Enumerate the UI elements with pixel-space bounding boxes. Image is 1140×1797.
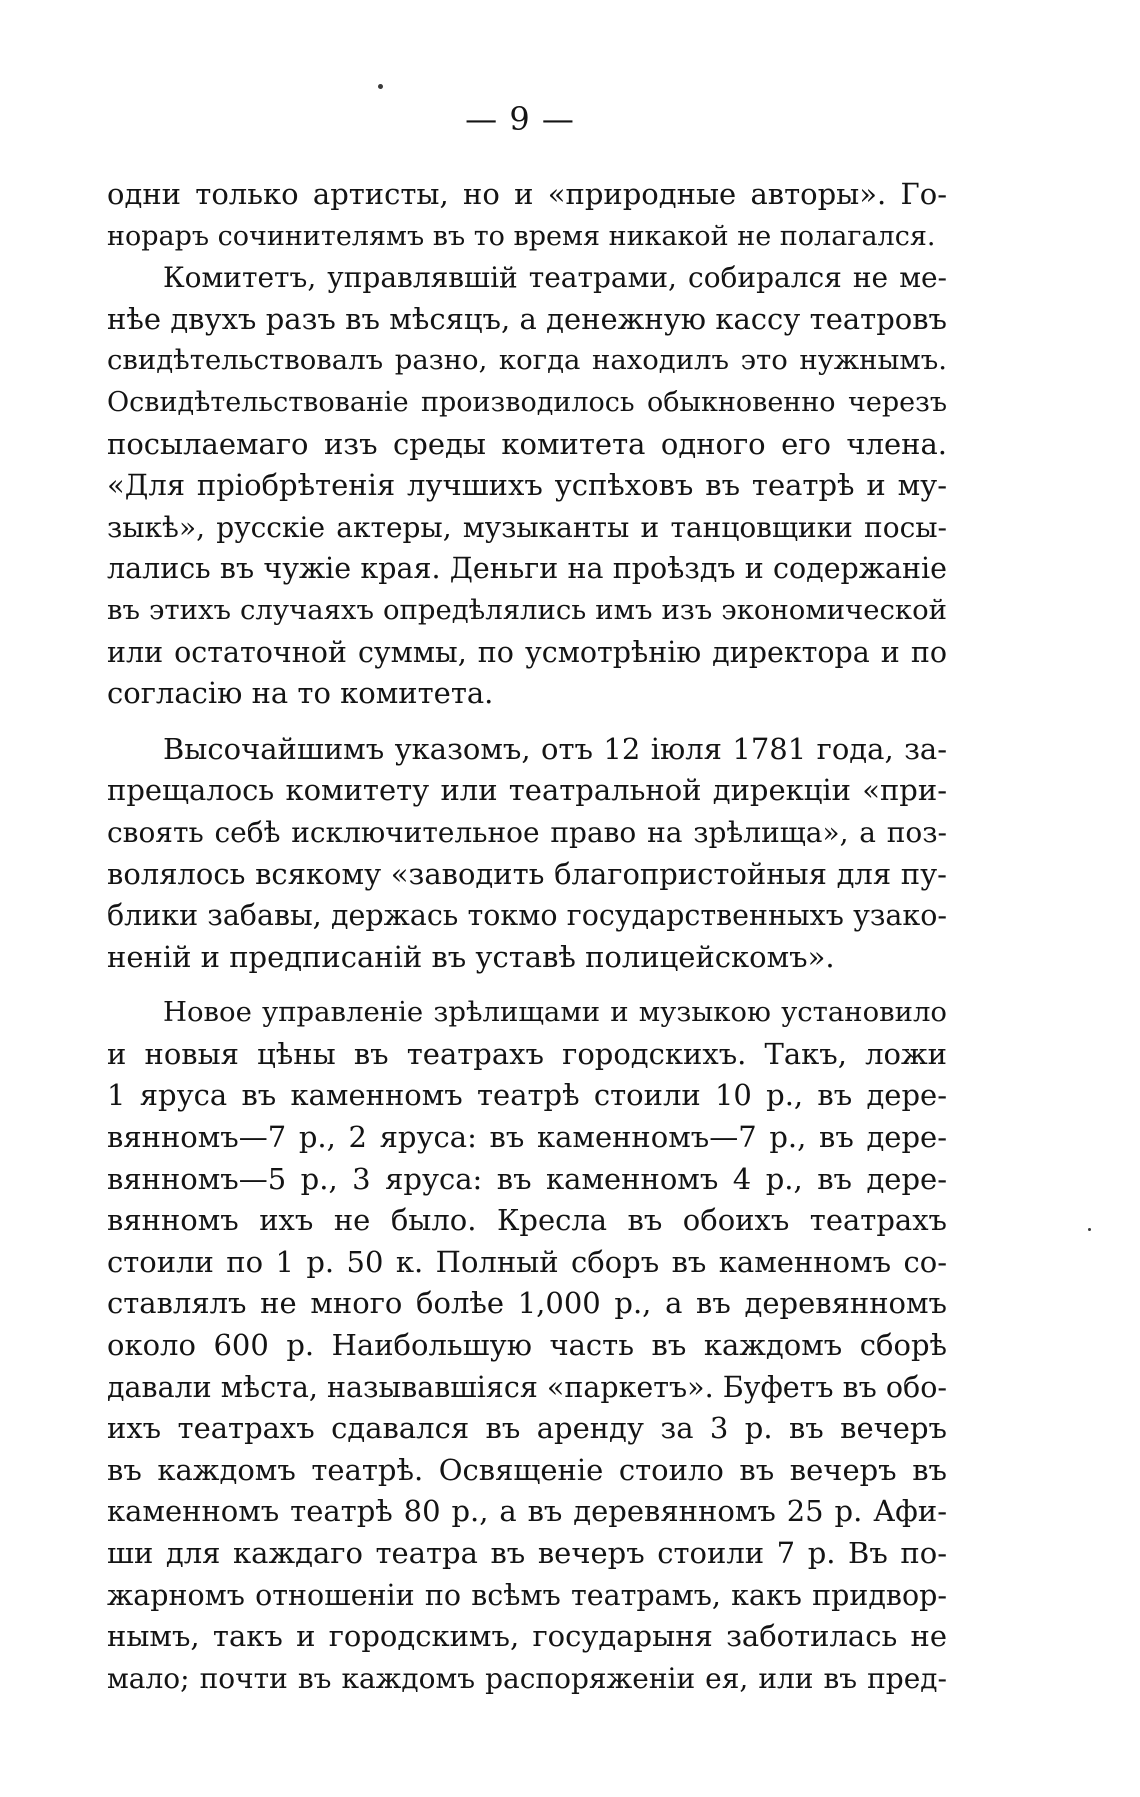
text-line: нѣе двухъ разъ въ мѣсяцъ, а денежную кассу театровъ bbox=[107, 301, 947, 336]
text-line: въ этихъ случаяхъ опредѣлялись имъ изъ экономической bbox=[107, 593, 947, 626]
paragraph bbox=[107, 257, 947, 715]
text-line: и новыя цѣны въ театрахъ городскихъ. Такъ, ложи bbox=[107, 1036, 947, 1071]
text-line: Высочайшимъ указомъ, отъ 12 іюля 1781 года, за- bbox=[163, 731, 947, 766]
text-line: одни только артисты, но и «природные авторы». Го- bbox=[107, 177, 947, 211]
text-line: согласію на то комитета. bbox=[107, 676, 494, 711]
text-line: стоили по 1 р. 50 к. Полный сборъ въ каменномъ со- bbox=[107, 1244, 947, 1279]
text-line: мало; почти въ каждомъ распоряженіи ея, или въ пред- bbox=[107, 1661, 947, 1695]
page-number: — 9 — bbox=[465, 100, 575, 138]
text-line: вянномъ—5 р., 3 яруса: въ каменномъ 4 р., въ дере- bbox=[107, 1161, 947, 1196]
text-line: лались въ чужіе края. Деньги на проѣздъ и содержаніе bbox=[107, 552, 947, 586]
body-text bbox=[107, 174, 947, 1699]
text-line: посылаемаго изъ среды комитета одного его члена. bbox=[107, 426, 947, 461]
text-line: 1 яруса въ каменномъ театрѣ стоили 10 р., въ дере- bbox=[107, 1078, 947, 1113]
text-line: въ каждомъ театрѣ. Освященіе стоило въ вечеръ въ bbox=[107, 1452, 947, 1487]
paragraph bbox=[107, 992, 947, 1699]
text-line: ставлялъ не много болѣе 1,000 р., а въ деревянномъ bbox=[107, 1286, 947, 1321]
text-line: около 600 р. Наибольшую часть въ каждомъ сборѣ bbox=[107, 1328, 947, 1363]
text-line: вянномъ ихъ не было. Кресла въ обоихъ театрахъ bbox=[107, 1203, 947, 1238]
text-line: неній и предписаній въ уставѣ полицейскомъ». bbox=[107, 939, 835, 974]
paragraph bbox=[107, 174, 947, 257]
text-line: нораръ сочинителямъ въ то время никакой не полагался. bbox=[107, 220, 936, 252]
text-line: своять себѣ исключительное право на зрѣлища», а поз- bbox=[107, 815, 947, 849]
ink-speck bbox=[378, 84, 383, 89]
text-line: нымъ, такъ и городскимъ, государыня заботилась не bbox=[107, 1619, 947, 1654]
text-line: каменномъ театрѣ 80 р., а въ деревянномъ 25 р. Афи- bbox=[107, 1494, 947, 1529]
text-line: Освидѣтельствованіе производилось обыкновенно черезъ bbox=[107, 386, 947, 418]
text-line: волялось всякому «заводить благопристойныя для пу- bbox=[107, 856, 947, 891]
text-line: свидѣтельствовалъ разно, когда находилъ это нужнымъ. bbox=[107, 344, 947, 377]
text-line: жарномъ отношеніи по всѣмъ театрамъ, какъ придвор- bbox=[107, 1578, 947, 1612]
text-line: блики забавы, держась токмо государственныхъ узако- bbox=[107, 899, 947, 933]
text-line: ши для каждаго театра въ вечеръ стоили 7 р. Въ по- bbox=[107, 1536, 947, 1570]
text-line: «Для пріобрѣтенія лучшихъ успѣховъ въ театрѣ и му- bbox=[107, 468, 947, 503]
text-line: Комитетъ, управлявшій театрами, собирался не ме- bbox=[163, 261, 947, 295]
text-line: или остаточной суммы, по усмотрѣнію директора и по bbox=[107, 635, 947, 669]
text-line: давали мѣста, называвшіяся «паркетъ». Буфетъ въ обо- bbox=[107, 1370, 947, 1404]
text-line: прещалось комитету или театральной дирекціи «при- bbox=[107, 773, 947, 808]
text-line: Новое управленіе зрѣлищами и музыкою установило bbox=[163, 996, 947, 1029]
ink-speck bbox=[1088, 1228, 1091, 1231]
paragraph bbox=[107, 729, 947, 979]
text-line: вянномъ—7 р., 2 яруса: въ каменномъ—7 р., въ дере- bbox=[107, 1120, 947, 1155]
text-line: зыкѣ», русскіе актеры, музыканты и танцовщики посы- bbox=[107, 510, 947, 544]
text-line: ихъ театрахъ сдавался въ аренду за 3 р. въ вечеръ bbox=[107, 1411, 947, 1446]
